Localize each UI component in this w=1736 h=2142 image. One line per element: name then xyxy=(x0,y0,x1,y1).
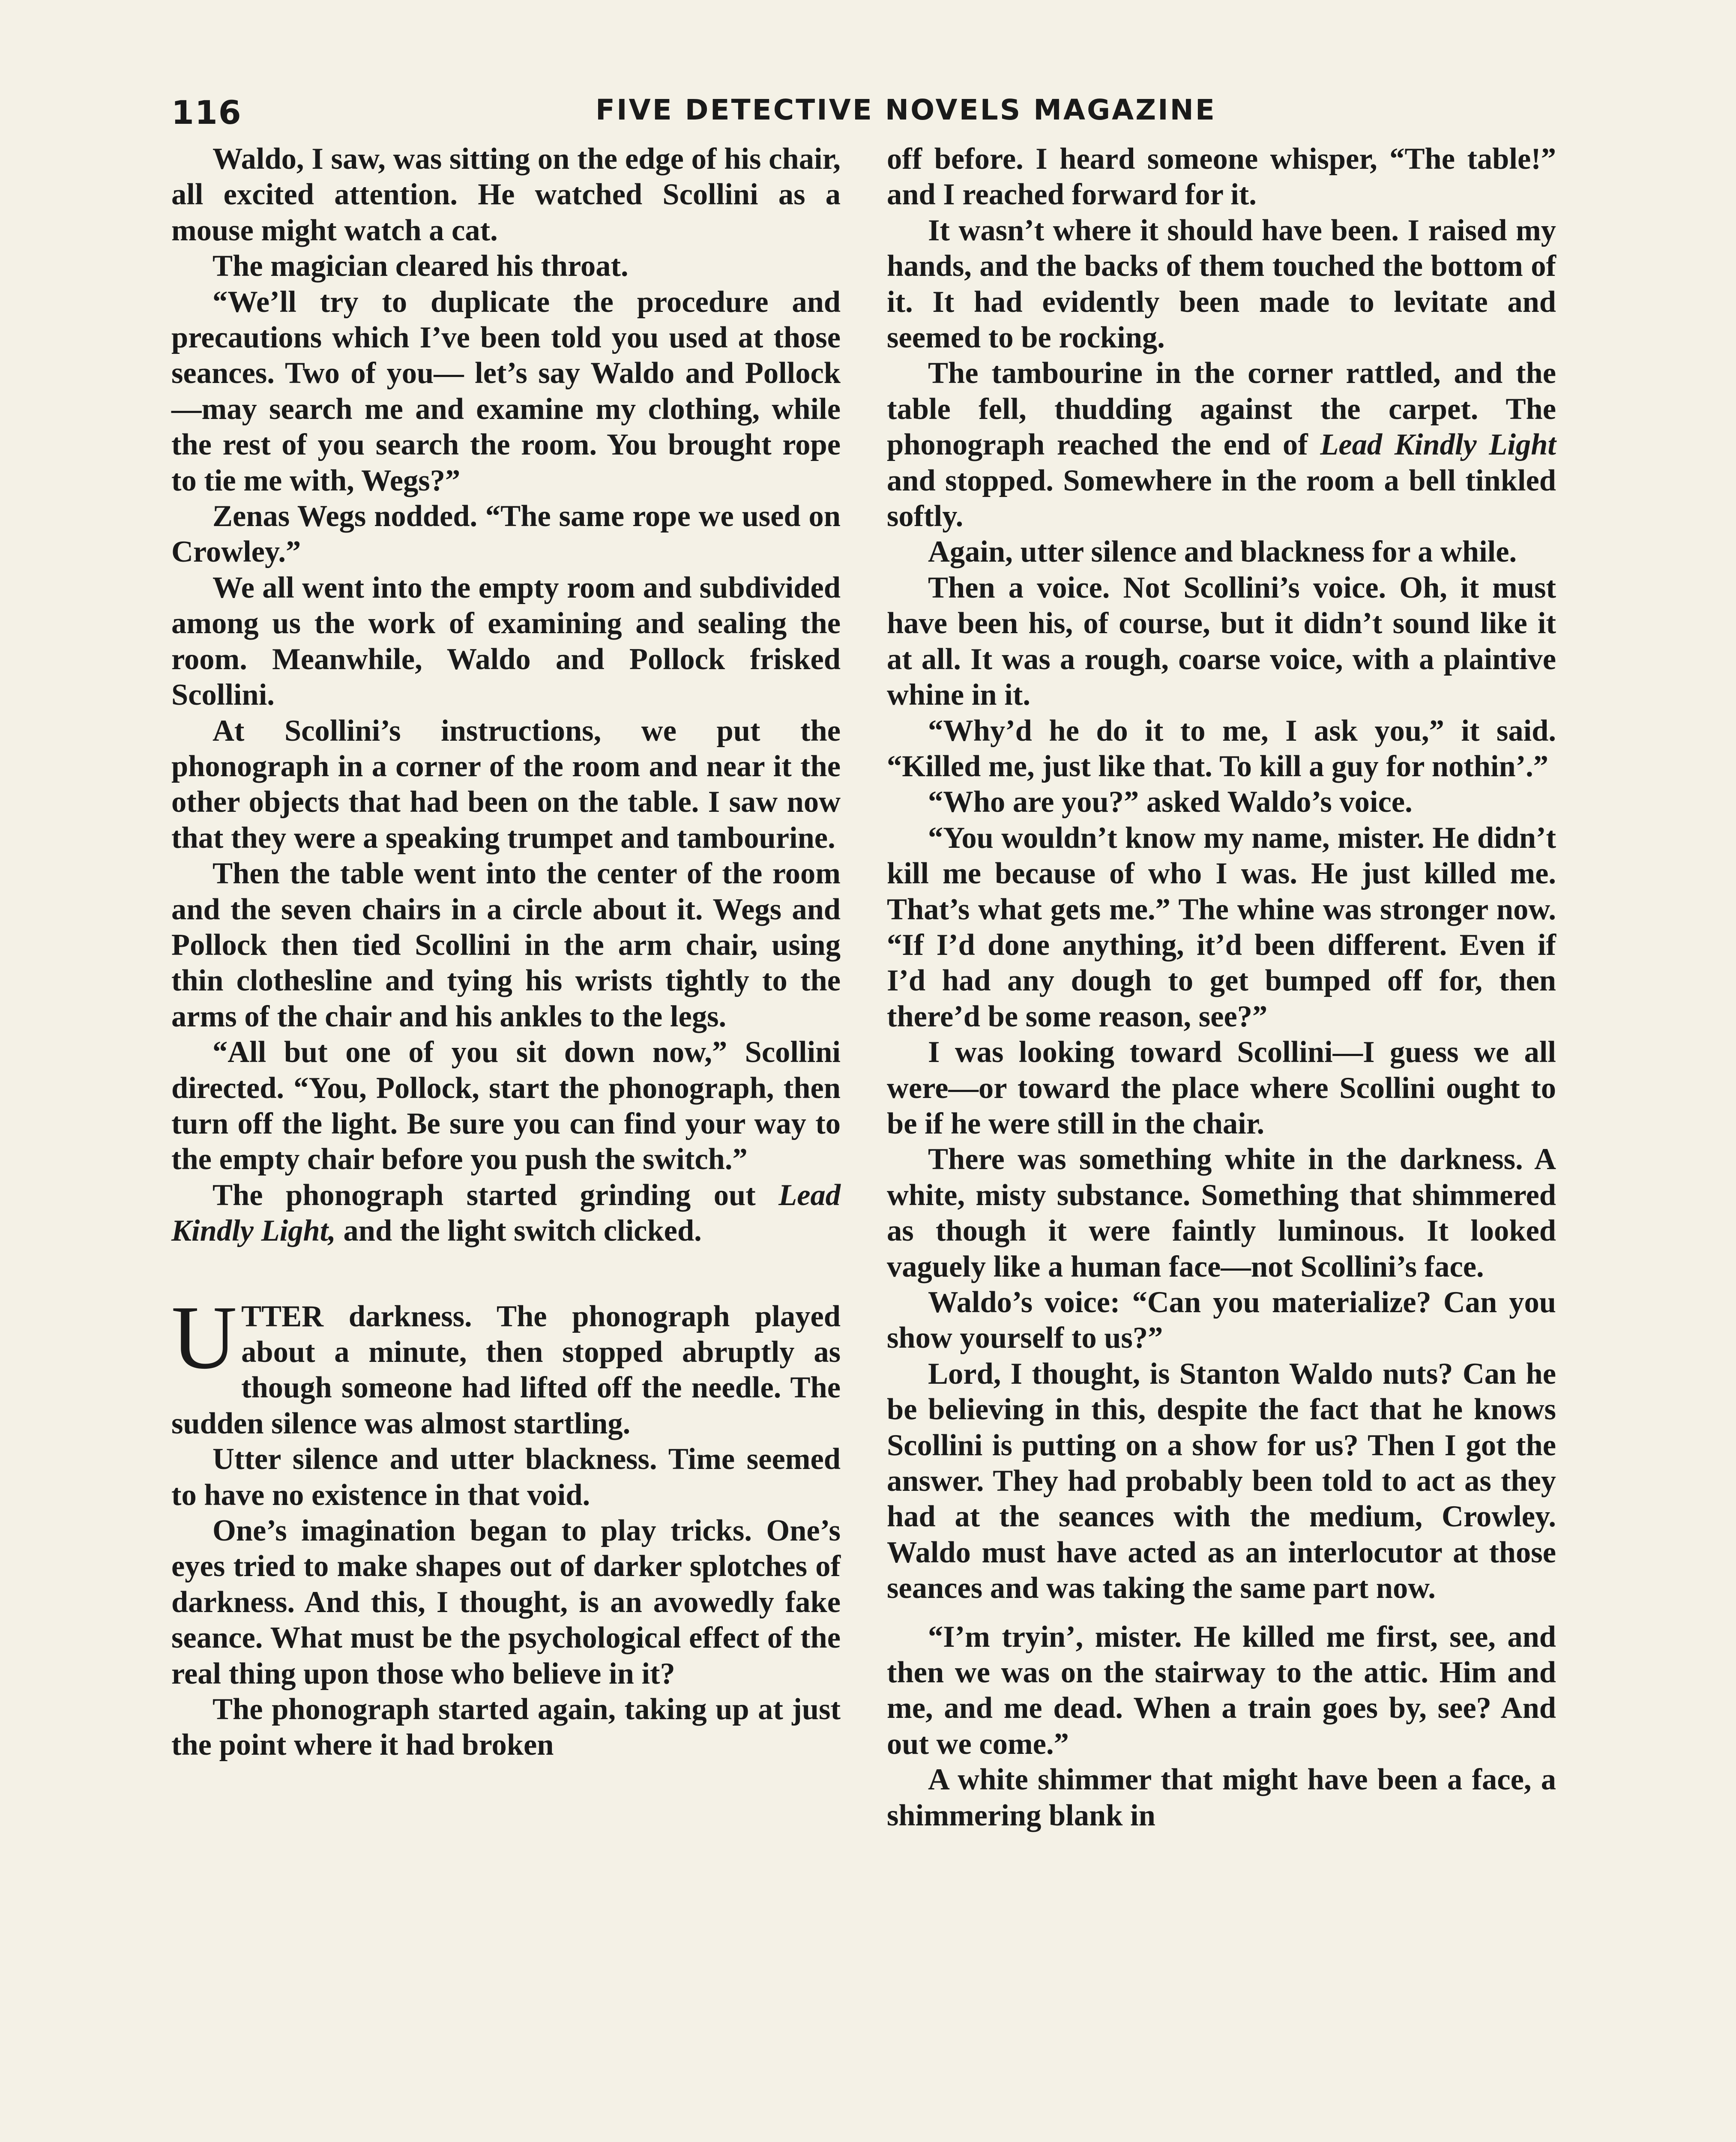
paragraph: One’s imagination began to play tricks. One’s eyes tried to make shapes out of darker splotches of darkness. And this, I thought, is an avowedly fake seance. What must be the psychological effect of the real thing upon those who believe in it? xyxy=(171,1514,841,1690)
paragraph: Again, utter silence and blackness for a while. xyxy=(928,535,1517,569)
paragraph: The magician cleared his throat. xyxy=(213,249,629,283)
paragraph: The phonograph started again, taking up at just the point where it had broken xyxy=(171,1693,841,1762)
paragraph: “You wouldn’t know my name, mister. He didn’t kill me because of who I was. He just killed me. That’s what gets me.” The whine was stronger now. “If I’d done anything, it’d been different. Even if I’d had any dough to get bumped off for, then there’d be some reason, see?” xyxy=(887,821,1556,1033)
text-run: and stopped. Somewhere in the room a bell tinkled softly. xyxy=(887,464,1556,533)
paragraph: “We’ll try to duplicate the procedure and precautions which I’ve been told you used at those seances. Two of you— let’s say Waldo and Pollock—may search me and examine my clothing, while the rest of you search the room. You brought rope to tie me with, Wegs?” xyxy=(171,285,841,497)
text-run: TTER darkness. The phonograph played about a minute, then stopped abruptly as though someone had lifted off the needle. The sudden silence was almost startling. xyxy=(171,1299,841,1440)
paragraph: A white shimmer that might have been a face, a shimmering blank in xyxy=(887,1763,1556,1832)
section-paragraph xyxy=(171,1286,841,1442)
paragraph: “Who are you?” asked Waldo’s voice. xyxy=(928,785,1413,819)
paragraph: off before. I heard someone whisper, “The table!” and I reached forward for it. xyxy=(887,142,1556,212)
song-title: Lead Kindly Light xyxy=(1320,428,1556,462)
page-header xyxy=(171,93,1556,141)
paragraph: Lord, I thought, is Stanton Waldo nuts? Can he be believing in this, despite the fact that he knows Scollini is putting on a show for us? Then I got the answer. They had probably been told to act as they had at the seances with the medium, Crowley. Waldo must have acted as an interlocutor at those seances and was taking the same part now. xyxy=(887,1357,1556,1605)
paragraph: Waldo, I saw, was sitting on the edge of his chair, all excited attention. He watched Scollini as a mouse might watch a cat. xyxy=(171,142,841,247)
text-run: The tambourine in the corner rattled, and the table fell, thudding against the carpet. The phonograph reached the end of xyxy=(887,356,1556,462)
paragraph: At Scollini’s instructions, we put the phonograph in a corner of the room and near it the other objects that had been on the table. I saw now that they were a speaking trumpet and tambourine. xyxy=(171,714,841,855)
left-column xyxy=(171,141,841,1763)
paragraph: “All but one of you sit down now,” Scollini directed. “You, Pollock, start the phonograph, then turn off the light. Be sure you can find your way to the empty chair before you push the switch.” xyxy=(171,1035,841,1176)
paragraph: There was something white in the darkness. A white, misty substance. Something that shimmered as though it were faintly luminous. It looked vaguely like a human face—not Scollini’s face. xyxy=(887,1143,1556,1283)
page-number: 116 xyxy=(171,93,242,132)
paragraph: Waldo’s voice: “Can you materialize? Can you show yourself to us?” xyxy=(887,1286,1556,1355)
paragraph: It wasn’t where it should have been. I raised my hands, and the backs of them touched the bottom of it. It had evidently been made to levitate and seemed to be rocking. xyxy=(887,213,1556,355)
paragraph: Then the table went into the center of the room and the seven chairs in a circle about it. Wegs and Pollock then tied Scollini in the arm chair, using thin clothesline and tying his wrists tightly to the arms of the chair and his ankles to the legs. xyxy=(171,857,841,1033)
paragraph: “Why’d he do it to me, I ask you,” it said. “Killed me, just like that. To kill a guy for nothin’.” xyxy=(887,714,1556,783)
running-title: FIVE DETECTIVE NOVELS MAGAZINE xyxy=(596,93,1216,126)
paragraph: I was looking toward Scollini—I guess we all were—or toward the place where Scollini ought to be if he were still in the chair. xyxy=(887,1035,1556,1140)
paragraph: Zenas Wegs nodded. “The same rope we used on Crowley.” xyxy=(171,500,841,569)
paragraph: Then a voice. Not Scollini’s voice. Oh, it must have been his, of course, but it didn’t sound like it at all. It was a rough, coarse voice, with a plaintive whine in it. xyxy=(887,571,1556,712)
paragraph xyxy=(171,1178,841,1249)
paragraph: We all went into the empty room and subdivided among us the work of examining and sealing the room. Meanwhile, Waldo and Pollock frisked Scollini. xyxy=(171,571,841,712)
text-run: and the light switch clicked. xyxy=(335,1214,702,1248)
paragraph: “I’m tryin’, mister. He killed me first, see, and then we was on the stairway to the attic. Him and me, and me dead. When a train goes by, see? And out we come.” xyxy=(887,1620,1556,1761)
song-title: Lead Kindly Light, xyxy=(171,1178,841,1248)
paragraph: Utter silence and utter blackness. Time seemed to have no existence in that void. xyxy=(171,1442,841,1512)
drop-cap: U xyxy=(171,1286,237,1388)
paragraph xyxy=(887,356,1556,534)
text-run: The phonograph started grinding out xyxy=(213,1178,779,1212)
right-column xyxy=(887,141,1556,1834)
